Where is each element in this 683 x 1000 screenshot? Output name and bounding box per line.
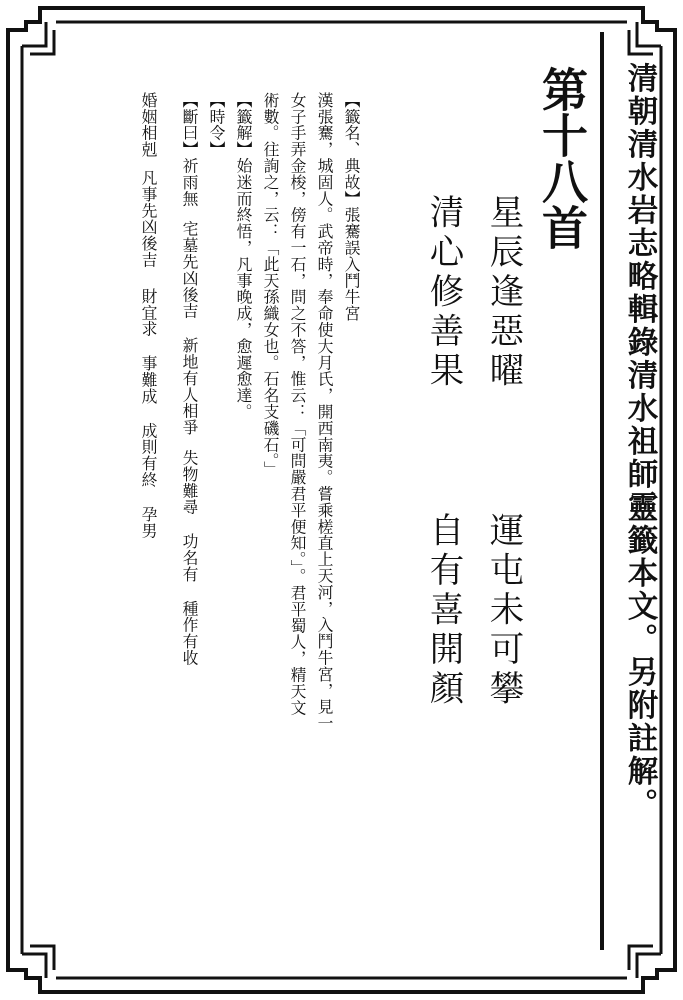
duan-yue-item-3: 新地有人相爭 (180, 337, 199, 436)
poem-line-4: 自有喜開顏 (423, 512, 463, 710)
note-qian-jie: 【籤解】始迷而終悟，凡事晚成，愈遲愈達。 (234, 92, 253, 420)
note-duan-yue (178, 92, 200, 666)
duan-yue-item-1: 祈雨無 (180, 157, 199, 207)
last-col-item-5: 成則有終 (139, 422, 158, 489)
last-col-item-3: 財宜求 (139, 288, 158, 338)
note-qian-ming-line-3: 術數。往詢之，云：「此天孫織女也。石名支磯石。」 (261, 92, 280, 478)
note-qian-ming-label: 【籤名、典故】張騫誤入鬥牛宮 (342, 92, 361, 322)
duan-yue-item-2: 宅墓先凶後吉 (180, 220, 199, 320)
last-col-item-1: 婚姻相剋 (139, 92, 158, 158)
poem-heading: 第十八首 (535, 66, 589, 250)
last-col-item-6: 孕男 (139, 506, 158, 539)
note-qian-ming-line-1: 漢張騫，城固人。武帝時，奉命使大月氏，開西南夷。嘗乘槎直上天河，入鬥牛宮，見一 (315, 92, 334, 732)
poem-line-1: 星辰逢惡曜 (483, 194, 523, 392)
duan-yue-item-5: 功名有 (180, 533, 199, 583)
note-last-column (137, 92, 159, 539)
poem-line-3: 運屯未可攀 (483, 512, 523, 710)
poem-line-2: 清心修善果 (423, 194, 463, 392)
side-title: 清朝清水岩志略輯錄清水祖師靈籤本文。另附註解。 (622, 62, 657, 821)
duan-yue-item-4: 失物難尋 (180, 449, 199, 516)
duan-yue-item-6: 種作有收 (180, 600, 199, 667)
last-col-item-4: 事難成 (139, 355, 158, 405)
duan-yue-label: 【斷曰】 (180, 92, 199, 158)
note-shi-ling: 【時令】 (207, 92, 226, 158)
note-qian-ming-line-2: 女子手弄金梭，傍有一石，問之不答，惟云：「可問嚴君平便知。」。君平蜀人，精天文 (288, 92, 307, 716)
last-col-item-2: 凡事先凶後吉 (139, 169, 158, 269)
